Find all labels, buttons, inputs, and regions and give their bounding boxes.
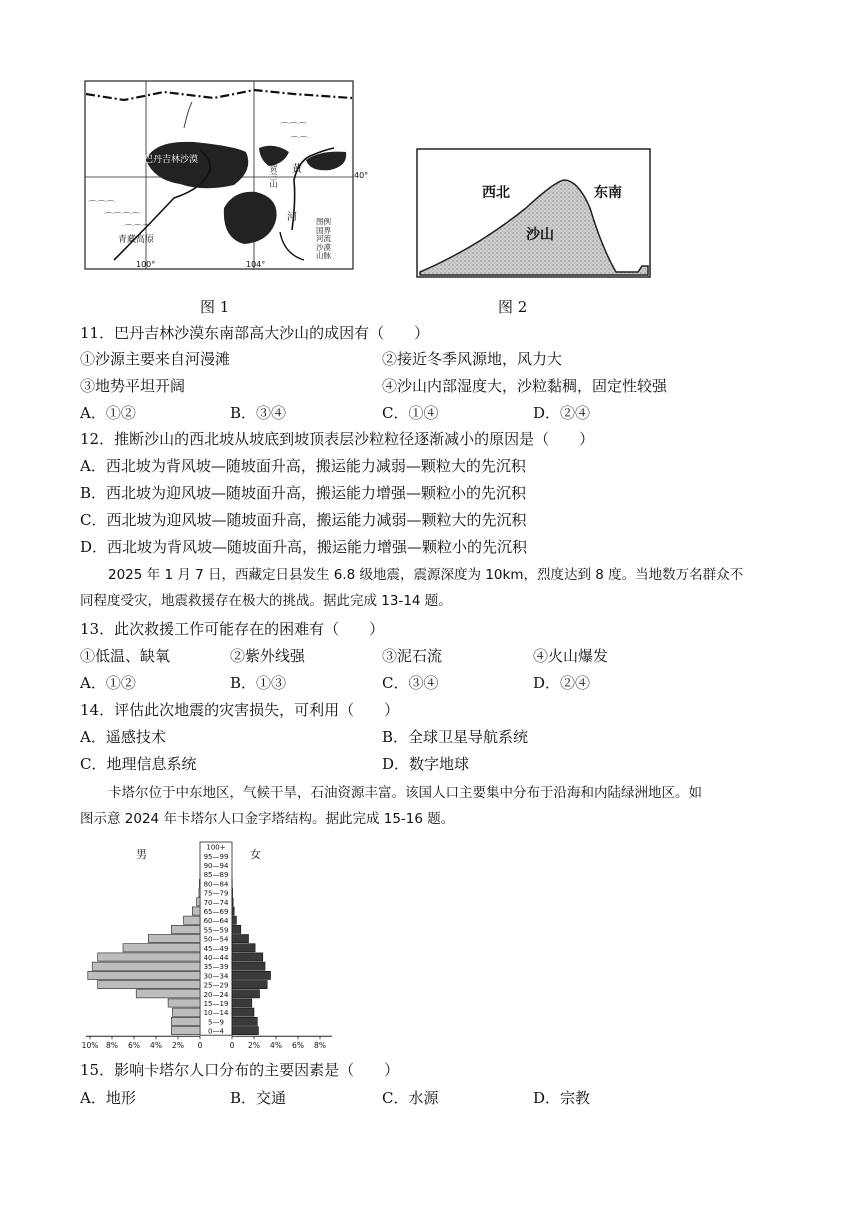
x-tick-label: 6%: [292, 1041, 304, 1051]
age-label: 80—84: [203, 880, 229, 889]
female-bar: [232, 1027, 258, 1035]
q12-stem: 12．推断沙山的西北坡从坡底到坡顶表层沙粒粒径逐渐减小的原因是（ ）: [80, 430, 595, 448]
map-lon-label-2: 104°: [246, 260, 266, 269]
age-label: 75—79: [203, 889, 229, 898]
female-bar: [232, 1017, 257, 1025]
age-label: 95—99: [203, 852, 229, 861]
age-label: 40—44: [203, 954, 229, 962]
q15-choice-c[interactable]: C．水源: [382, 1089, 439, 1107]
x-tick-label: 4%: [270, 1041, 282, 1051]
legend-mountain: 山脉: [316, 251, 331, 260]
profile-right-label: 东南: [594, 185, 622, 201]
map-legend: [316, 218, 331, 261]
female-bar: [232, 889, 233, 897]
pyramid-female-label: 女: [250, 848, 261, 861]
q11-choice-d[interactable]: D．②④: [533, 404, 591, 422]
q15-stem: 15．影响卡塔尔人口分布的主要因素是（ ）: [80, 1061, 400, 1079]
q11-option-2: ②接近冬季风源地，风力大: [382, 350, 563, 368]
passage-1-line-1: 2025 年 1 月 7 日，西藏定日县发生 6.8 级地震，震源深度为 10km，烈度达到 8 度。当地数万名群众不: [108, 567, 744, 583]
age-label: 20—24: [203, 990, 229, 999]
q13-stem: 13．此次救援工作可能存在的困难有（ ）: [80, 620, 385, 638]
male-bar: [98, 981, 200, 989]
svg-text:⌒⌒⌒: ⌒⌒⌒: [88, 201, 116, 211]
female-bar: [232, 907, 234, 915]
age-label: 90—94: [203, 862, 229, 870]
male-bar: [168, 999, 200, 1007]
male-bar: [197, 898, 200, 906]
female-bar: [232, 944, 255, 952]
x-tick-label: 0: [197, 1041, 203, 1051]
female-bar: [232, 971, 271, 979]
q13-choice-d[interactable]: D．②④: [533, 674, 591, 692]
map-mountain-label: 贺兰山: [269, 164, 278, 188]
map-river-char: 黄: [292, 164, 302, 175]
male-bar: [171, 1017, 200, 1025]
q13-option-1: ①低温、缺氧: [80, 647, 171, 665]
female-bar: [232, 898, 233, 906]
age-label: 60—64: [203, 917, 229, 926]
svg-text:⌒⌒: ⌒⌒: [290, 137, 309, 147]
profile-hill-label: 沙山: [526, 227, 554, 243]
age-label: 15—19: [203, 1000, 229, 1008]
pyramid-male-label: 男: [136, 848, 147, 861]
q14-choice-d[interactable]: D．数字地球: [382, 755, 470, 773]
male-bar: [173, 1008, 201, 1016]
q12-choice-d[interactable]: D．西北坡为背风坡—随坡面升高，搬运能力增强—颗粒小的先沉积: [80, 538, 528, 556]
female-bar: [232, 990, 260, 998]
q14-choice-a[interactable]: A．遥感技术: [80, 728, 166, 746]
q12-choice-b[interactable]: B．西北坡为迎风坡—随坡面升高，搬运能力增强—颗粒小的先沉积: [80, 484, 527, 502]
q11-option-3: ③地势平坦开阔: [80, 377, 186, 395]
figure-2-profile: [416, 148, 652, 278]
svg-text:⌒⌒⌒⌒: ⌒⌒⌒⌒: [104, 213, 141, 223]
age-label: 35—39: [203, 963, 229, 972]
age-label: 50—54: [203, 935, 229, 944]
female-bar: [232, 1008, 254, 1016]
passage-2-line-1: 卡塔尔位于中东地区，气候干旱，石油资源丰富。该国人口主要集中分布于沿海和内陆绿洲地区。如: [108, 785, 702, 801]
legend-river: 河流: [316, 234, 331, 243]
figure-2-caption: 图 2: [498, 298, 528, 316]
x-tick-label: 2%: [172, 1041, 184, 1051]
age-label: 5—9: [208, 1018, 224, 1027]
male-bar: [98, 953, 200, 961]
q13-choice-b[interactable]: B．①③: [230, 674, 287, 692]
q13-choice-a[interactable]: A．①②: [80, 674, 136, 692]
male-bar: [171, 925, 200, 933]
male-bar: [184, 916, 201, 924]
legend-desert: 沙漠: [316, 242, 331, 252]
q11-option-4: ④沙山内部湿度大，沙粒黏稠，固定性较强: [382, 377, 668, 395]
q11-choice-b[interactable]: B．③④: [230, 404, 287, 422]
map-river-char-2: 河: [287, 212, 297, 223]
q12-choice-c[interactable]: C．西北坡为迎风坡—随坡面升高，搬运能力减弱—颗粒大的先沉积: [80, 511, 527, 529]
svg-text:⌒⌒⌒: ⌒⌒⌒: [280, 123, 308, 133]
q15-choice-a[interactable]: A．地形: [80, 1089, 136, 1107]
age-label: 10—14: [203, 1009, 229, 1018]
female-bar: [232, 962, 265, 970]
male-bar: [92, 962, 200, 970]
q14-stem: 14．评估此次地震的灾害损失，可利用（ ）: [80, 701, 400, 719]
q14-choice-c[interactable]: C．地理信息系统: [80, 755, 197, 773]
population-pyramid: [81, 838, 336, 1060]
profile-left-label: 西北: [482, 185, 510, 201]
male-bar: [88, 971, 200, 979]
age-label: 55—59: [203, 926, 229, 935]
passage-1-line-2: 同程度受灾，地震救援存在极大的挑战。据此完成 13-14 题。: [80, 593, 452, 609]
male-bar: [123, 944, 200, 952]
legend-border: 国界: [316, 225, 331, 235]
q13-option-2: ②紫外线强: [230, 647, 306, 665]
q13-option-4: ④火山爆发: [533, 647, 609, 665]
x-tick-label: 8%: [314, 1041, 326, 1051]
female-bar: [232, 925, 241, 933]
q11-option-1: ①沙源主要来自河漫滩: [80, 350, 231, 368]
x-tick-label: 0: [229, 1041, 235, 1051]
female-bar: [232, 981, 267, 989]
map-lon-label-1: 100°: [136, 260, 156, 269]
map-plateau-label: 青藏高原: [118, 235, 155, 245]
q11-choice-a[interactable]: A．①②: [80, 404, 136, 422]
age-label: 45—49: [203, 944, 229, 953]
age-label: 30—34: [203, 972, 229, 981]
age-label: 85—89: [203, 871, 229, 880]
q11-choice-c[interactable]: C．①④: [382, 404, 439, 422]
age-label: 100+: [206, 843, 226, 852]
x-tick-label: 8%: [106, 1041, 118, 1051]
male-bar: [199, 879, 200, 887]
age-label: 25—29: [203, 981, 229, 990]
q15-choice-d[interactable]: D．宗教: [533, 1089, 591, 1107]
map-lat-label: 40°: [354, 171, 369, 180]
q12-choice-a[interactable]: A．西北坡为背风坡—随坡面升高，搬运能力减弱—颗粒大的先沉积: [80, 457, 526, 475]
q13-option-3: ③泥石流: [382, 647, 443, 665]
legend-title: 图例: [316, 217, 331, 226]
female-bar: [232, 935, 249, 943]
x-tick-label: 6%: [128, 1041, 140, 1051]
age-label: 0—4: [208, 1027, 224, 1036]
male-bar: [199, 889, 200, 897]
x-tick-label: 10%: [81, 1041, 99, 1051]
figure-1-caption: 图 1: [200, 298, 230, 316]
male-bar: [192, 907, 200, 915]
q15-choice-b[interactable]: B．交通: [230, 1089, 287, 1107]
male-bar: [171, 1027, 200, 1035]
q11-stem: 11．巴丹吉林沙漠东南部高大沙山的成因有（ ）: [80, 324, 430, 342]
age-label: 70—74: [203, 898, 229, 907]
profile-svg: [416, 148, 652, 278]
male-bar: [148, 935, 200, 943]
passage-2-line-2: 图示意 2024 年卡塔尔人口金字塔结构。据此完成 15-16 题。: [80, 811, 455, 827]
female-bar: [232, 953, 263, 961]
x-tick-label: 2%: [248, 1041, 260, 1051]
q13-choice-c[interactable]: C．③④: [382, 674, 439, 692]
svg-text:⌒⌒⌒: ⌒⌒⌒: [124, 225, 152, 235]
pyramid-svg: [81, 838, 336, 1060]
female-bar: [232, 916, 236, 924]
figure-1-map: [84, 80, 369, 270]
q14-choice-b[interactable]: B．全球卫星导航系统: [382, 728, 529, 746]
male-bar: [136, 990, 200, 998]
age-label: 65—69: [203, 908, 229, 916]
map-desert-label: 巴丹吉林沙漠: [144, 155, 199, 165]
female-bar: [232, 999, 252, 1007]
x-tick-label: 4%: [150, 1041, 162, 1051]
